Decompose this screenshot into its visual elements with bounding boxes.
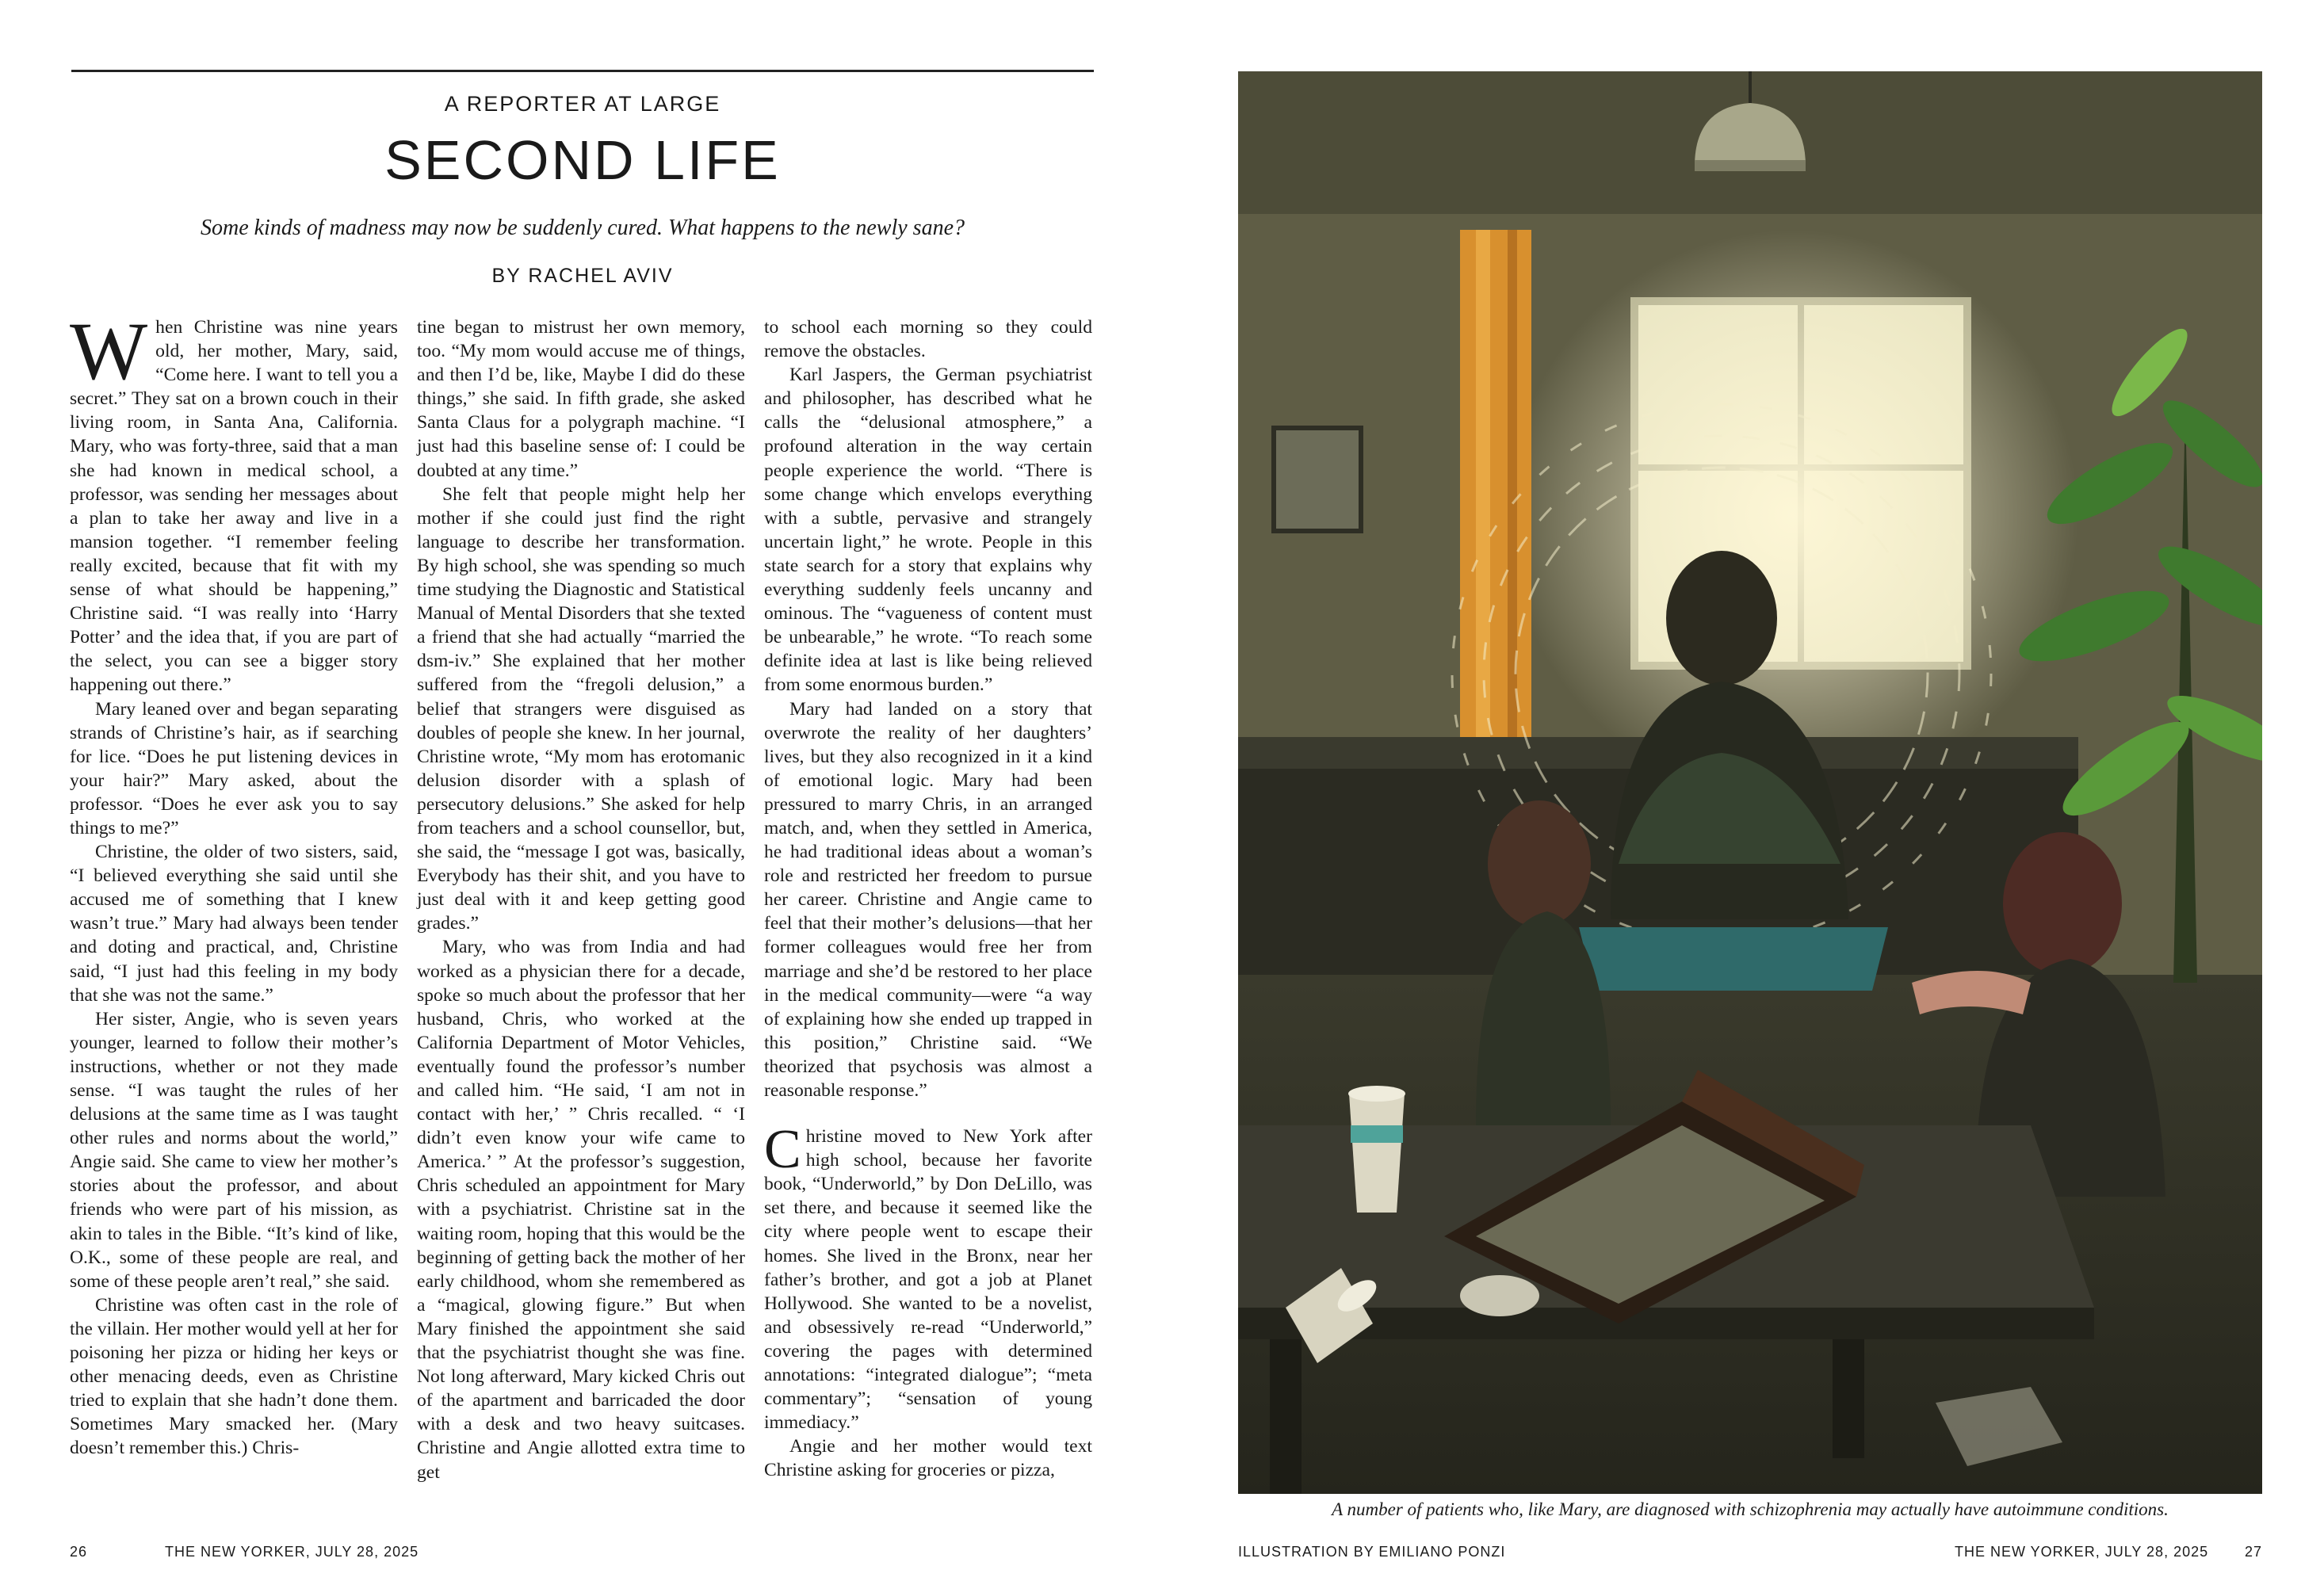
- illustration-credit: ILLUSTRATION BY EMILIANO PONZI: [1238, 1544, 1506, 1560]
- paragraph-text: Christine, the older of two sisters, said, “I believed everything she said until she accused me of something that I knew wasn’t true.” Mary had always been tender and doting and practical, and, Christine said, “I just had this feeling in my body that she was not the same.”: [70, 842, 398, 1006]
- folio-page-number-left: 26: [70, 1544, 88, 1560]
- body-paragraph: [764, 315, 1092, 363]
- body-paragraph: [764, 697, 1092, 1103]
- body-column-3-part-1: [764, 315, 1092, 1102]
- body-paragraph: [70, 697, 398, 841]
- drop-cap: C: [764, 1119, 801, 1181]
- body-paragraph: [417, 483, 745, 936]
- paragraph-text: She felt that people might help her mother if she could just find the right language to describe her transformation. By high school, she was spending so much time studying the Diagnostic and Statistical Manual of Mental Disorders that she texted a friend that she had actually “married the dsm-iv.” She explained that her mother suffered from the “fregoli delusion,” a belief that strangers were disguised as doubles of people she knew. In her journal, Christine wrote, “My mom has erotomanic delusion disorder with a splash of persecutory delusions.” She asked for help from teachers and a school counsellor, but, she said, the “message I got was, basically, Everybody has their shit, and you have to just deal with it and keep getting good grades.”: [417, 483, 745, 934]
- folio-magazine-left: THE NEW YORKER, JULY 28, 2025: [165, 1544, 419, 1560]
- right-page: [1162, 0, 2324, 1585]
- body-paragraph: [417, 935, 745, 1484]
- crumpled-paper: [1460, 1275, 1539, 1316]
- dek: Some kinds of madness may now be suddenly cured. What happens to the newly sane?: [200, 216, 965, 240]
- illustration: [1238, 71, 2262, 1494]
- paragraph-text: Mary, who was from India and had worked as a physician there for a decade, spoke so much about the professor that her husband, Chris, who worked at the California Department of Motor Vehicles, eventually found the professor’s number and called him. “He said, ‘I am not in contact with her,’ ” Chris recalled. “ ‘I didn’t even know your wife came to America.’ ” At the professor’s suggestion, Chris scheduled an appointment for Mary with a psychiatrist. Christine sat in the waiting room, hoping that this would be the beginning of getting back the mother of her early childhood, whom she remembered as a “magical, glowing figure.” But when Mary finished the appointment she said that the psychiatrist thought she was fine. Not long afterward, Mary kicked Chris out of the apartment and barricaded the door with a desk and two heavy suitcases. Christine and Angie allotted extra time to get: [417, 937, 745, 1483]
- coffee-cup: [1348, 1086, 1405, 1213]
- body-column-3-part-2: [764, 1119, 1092, 1482]
- body-paragraph: [417, 315, 745, 483]
- paragraph-text: hen Christine was nine years old, her mother, Mary, said, “Come here. I want to tell you a secret.” They sat on a brown couch in their living room, in Santa Ana, California. Mary, who was forty-three, said that a man she had known in medical school, a professor, was sending her messages about a plan to take her away and live in a mansion together. “I remember feeling really excited, because that fit with my sense of what should be happening,” Christine said. “I was really into ‘Harry Potter’ and the idea that, if you are part of the select, you can see a bigger story happening out there.”: [70, 317, 398, 696]
- body-column-2: [417, 315, 745, 1484]
- body-paragraph: [70, 840, 398, 1007]
- byline: BY RACHEL AVIV: [491, 265, 674, 287]
- paragraph-text: Her sister, Angie, who is seven years younger, learned to follow their mother’s instructions, whether or not they made sense. “I was taught the rules of her delusions at the same time as I was taught other rules and norms about the world,” Angie said. She came to view her mother’s stories about the professor, and about friends who were part of his mission, as akin to tales in the Bible. “It’s kind of like, O.K., some of these people are real, and some of these people aren’t real,” she said.: [70, 1008, 398, 1292]
- curtain: [1460, 230, 1531, 800]
- rubric: A REPORTER AT LARGE: [444, 92, 721, 116]
- paragraph-text: Mary had landed on a story that overwrote the reality of her daughters’ lives, but they also recognized in it a kind of emotional logic. Mary had been pressured to marry Chris, in an arranged match, and, when they settled in America, he had traditional ideas about a woman’s role and restricted her freedom to pursue her career. Christine and Angie came to feel that their mother’s delusions—that her former colleagues would free her from marriage and she’d be restored to her place in the medical community—were “a way of explaining how she ended up trapped in this position,” Christine said. “We theorized that psychosis was almost a reasonable response.”: [764, 698, 1092, 1101]
- body-column-3: [764, 315, 1092, 1483]
- folio-page-number-right: 27: [2245, 1544, 2263, 1560]
- paragraph-text: hristine moved to New York after high school, because her favorite book, “Underworld,” by Don DeLillo, was set there, and because it seemed like the city where people went to escape their homes. She lived in the Bronx, near her father’s brother, and got a job at Planet Hollywood. She wanted to be a novelist, and obsessively re-read “Underworld,” covering the pages with determined annotations: “integrated dialogue”; “meta commentary”; “sensation of young immediacy.”: [764, 1126, 1092, 1434]
- paragraph-text: Mary leaned over and began separating strands of Christine’s hair, as if searching for lice. “Does he put listening devices in your hair?” Mary asked, about the professor. “Does he ever ask you to say things to me?”: [70, 698, 398, 838]
- paragraph-text: to school each morning so they could remove the obstacles.: [764, 317, 1092, 362]
- body-paragraph: [764, 1119, 1092, 1434]
- body-paragraph: [70, 1293, 398, 1461]
- top-rule: [71, 70, 1094, 72]
- drop-cap: W: [70, 306, 148, 397]
- caption: A number of patients who, like Mary, are diagnosed with schizophrenia may actually have autoimmune conditions.: [1332, 1499, 2169, 1519]
- body-paragraph: [70, 1007, 398, 1293]
- body-paragraph: [70, 306, 398, 697]
- body-paragraph: [764, 363, 1092, 697]
- wall-picture: [1274, 428, 1361, 531]
- section-break: [764, 1102, 1092, 1125]
- headline: SECOND LIFE: [384, 129, 781, 191]
- folio-magazine-right: THE NEW YORKER, JULY 28, 2025: [1955, 1544, 2209, 1560]
- paragraph-text: Karl Jaspers, the German psychiatrist and philosopher, has described what he calls the “delusional atmosphere,” a profound alteration in the way certain people experience the world. “There is some change which envelops everything with a subtle, pervasive and strangely uncertain light,” he wrote. People in this state search for a story that explains why everything suddenly feels uncanny and ominous. The “vagueness of content must be unbearable,” he wrote. “To reach some definite idea at last is like being relieved from some enormous burden.”: [764, 365, 1092, 696]
- paragraph-text: Christine was often cast in the role of the villain. Her mother would yell at her for poisoning her pizza or hiding her keys or other menacing deeds, even as Christine tried to explain that she hadn’t done them. Sometimes Mary smacked her. (Mary doesn’t remember this.) Chris-: [70, 1294, 398, 1459]
- paragraph-text: Angie and her mother would text Christine asking for groceries or pizza,: [764, 1436, 1092, 1481]
- illustration-art: [1238, 71, 2262, 1494]
- body-column-1: [70, 306, 398, 1461]
- body-paragraph: [764, 1434, 1092, 1482]
- paragraph-text: tine began to mistrust her own memory, too. “My mom would accuse me of things, and then I’d be, like, Maybe I did do these things,” she said. In fifth grade, she asked Santa Claus for a polygraph machine. “I just had this baseline sense of: I could be doubted at any time.”: [417, 317, 745, 481]
